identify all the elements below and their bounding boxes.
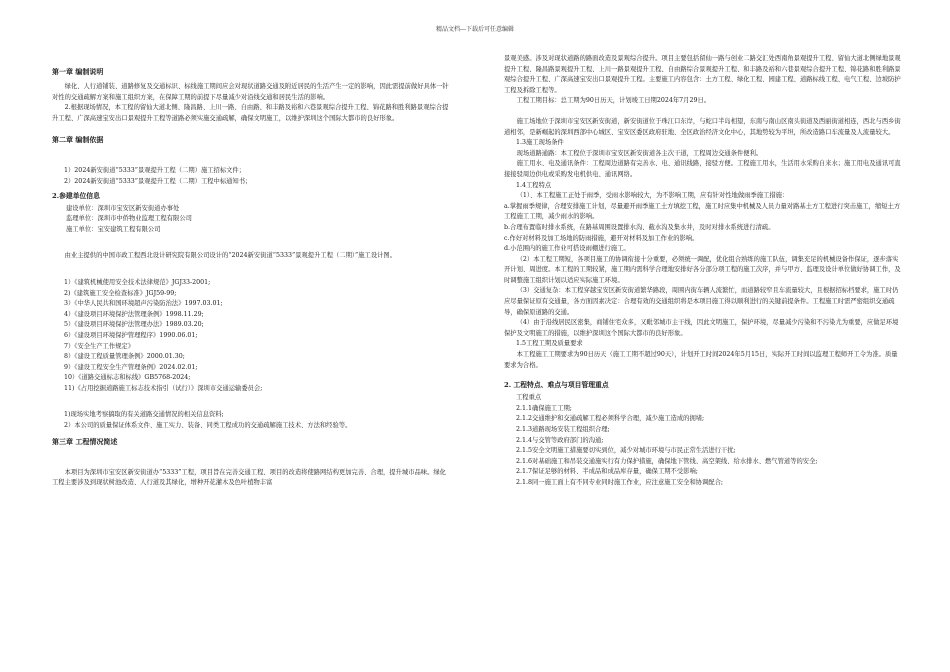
law-item: 4）《建设项目环境保护法管理条例》1998.11.29; bbox=[64, 310, 204, 318]
law-item: 11)《占用挖掘道路施工标志技术指引（试行）》深圳市交通运输委员会; bbox=[64, 384, 263, 392]
paragraph: 本工程施工工期要求为90日历天（施工工期不超过90天），计划开工时间2024年5月15日，实际开工时间以监理工程师开工令为准。质量要求为合格。 bbox=[504, 351, 898, 369]
paragraph: d.小范围内的施工作业可搭设雨棚进行施工。 bbox=[504, 245, 630, 253]
law-item: 10）《道路交通标志和标线》GB5768-2024; bbox=[64, 374, 191, 382]
law-item: 7）《安全生产工作规定》 bbox=[64, 342, 135, 350]
unit-item: 施工单位：宝安建筑工程有限公司 bbox=[66, 225, 161, 233]
paragraph: （2）本工程工期短，各项目施工的协调衔接十分重要，必须统一调配，优化组合熟练的施工队伍，调集充足的机械设备作保证，逐步落实开计划、周进度。本工程的工期较紧，施工期内需科学合理地安排好各分部分项工程的施工次序，并与甲方、监理及设计单位做好协调工作，及时调整施工组织计划以适应实际施工环境。 bbox=[504, 255, 901, 284]
key-item: 2.1.4与交管等政府部门的沟通; bbox=[516, 436, 604, 444]
basis-item: 1）2024新安街道“5333”景观提升工程（二期）施工招标文件； bbox=[64, 167, 246, 175]
paragraph: 施工用水、电及通讯条件：工程周边道路有完善水、电、通讯线路，接驳方便。工程施工用水，生活用水采购自来水；施工用电及通讯可直接接驳周边供电或采购发电机供电、通讯网络。 bbox=[504, 160, 901, 178]
chapter-3-title: 第三章 工程情况简述 bbox=[52, 436, 118, 446]
law-item: 3）《中华人民共和国环境超声污染防治法》1997.03.01; bbox=[64, 300, 223, 308]
paragraph: 现场道路通路：本工程位于深圳市宝安区新安街道各主次干道，工程周边交通条件便利。 bbox=[516, 149, 763, 157]
location-paragraph: 施工场地位于深圳市宝安区新安街道，新安街道位于珠江口东岸，与蛇口半岛相望，东南与南山区南头街道及西丽街道相连，西北与西乡街道相邻，是新崛起的深圳西部中心城区、宝安区委区政府驻地、全区政治经济文化中心，其地势较为平坦，所改造路口车流量及人流量较大。 bbox=[504, 117, 901, 136]
extra-item: 1)现场实地考察搞取的有关道路交通情况的相关信息资料; bbox=[64, 411, 224, 419]
unit-item: 建设单位：深圳市宝安区新安街道办事处 bbox=[66, 204, 180, 212]
paragraph: a.掌握雨季规律，合理安排施工计划，尽量避开雨季施工土方填挖工程，施工时应集中机械及人员力量对路基土方工程进行突击施工，缩短土方工程施工工期，减少雨水的影响。 bbox=[504, 202, 901, 221]
paragraph: 2.根据现场情况，本工程的留仙大道北侧、隆昌路、上川一路、自由路、和丰路及裕和六巷景观综合提升工程、锦花路和胜利路景观综合提升工程、广深高速宝安出口景观提升工程等道路必须实施交通疏解，确保文明施工，以维护深圳这个国际大都市的良好形象。 bbox=[52, 104, 449, 122]
law-item: 9）《建设工程安全生产管理条例》2024.02.01; bbox=[64, 363, 198, 371]
paragraph: （4）由于沿线居民区密集，商铺住宅众多，又毗邻城市主干线，因此文明施工，保护环境，尽量减少污染和不污染尤为重要，应做足环境保护及文明施工的措施，以维护深圳这个国际大都市的良好形象。 bbox=[504, 319, 899, 337]
unit-item: 监理单位：深圳市中侨物业监理工程有限公司 bbox=[66, 215, 192, 223]
design-paragraph: 由业主提供的中国市政工程西北设计研究院有限公司设计的“2024新安街道“5333”景观提升工程（二期）”施工设计图。 bbox=[64, 252, 397, 260]
section-title: 1.3施工现场条件 bbox=[516, 139, 564, 147]
paragraph: （1）、本工程施工正处于雨季，受雨水影响较大，为不影响工期，应有针对性地做雨季施工措施： bbox=[516, 192, 789, 200]
key-item: 2.1.6对基础施工和吊装交通施实行有力保护措施，确保地下管线、高空架线、给水排水、燃气管道等的安全; bbox=[516, 457, 818, 465]
key-item: 2.1.8同一施工面上有不同专业同时施工作业，应注意施工安全和协调配合; bbox=[516, 478, 724, 486]
paragraph: 绿化、人行道铺装、道路修复及交通标识、标线施工期间应会对现状道路交通及附近居民的生活产生一定的影响，因此需提前做好具体一针对性的交通疏解方案和施工组织方案，在保障工期的前提下尽量减少对沿线交通和居民生活的影响。 bbox=[52, 83, 449, 101]
target-paragraph: 工程工期目标：总工期为90日历天，计划竣工日期2024年7月29日。 bbox=[516, 97, 711, 105]
paragraph: c.作好对材料及加工场地的防雨措施，避开对材料及加工作业的影响。 bbox=[504, 234, 699, 242]
units-title: 2.参建单位信息 bbox=[52, 191, 100, 200]
key-item: 2.1.2交通维护和交通疏解工程必须科学合理，减少施工造成的拥堵; bbox=[516, 415, 705, 423]
right-column bbox=[504, 54, 902, 489]
left-column bbox=[52, 62, 450, 489]
paragraph: （3）交通复杂：本工程穿越宝安区新安街道繁华路段，周围内街车辆人流繁忙，而道路较窄且车流量较大，且根据招标档要求，施工时仍应尽量保证原有交通量，各方面因素决定：合理有效的交通组织将是本项目施工得以顺利进行的关键前提条件。工程施工时需严密组织交通疏导，确保原道路的交通。 bbox=[504, 287, 899, 316]
key-item: 2.1.3道路现场安装工程组织合理; bbox=[516, 426, 610, 433]
basis-item: 2）2024新安街道“5333”景观提升工程（二期）工程中标通知书； bbox=[64, 177, 252, 185]
chapter-title: 2. 工程特点、难点与项目管理重点 bbox=[504, 381, 609, 390]
section-title: 1.5工程工期及质量要求 bbox=[516, 340, 583, 348]
page-header: 精品文档---下载后可任意编辑 bbox=[435, 26, 515, 33]
key-item: 2.1.1确保施工工期; bbox=[516, 404, 572, 412]
extra-item: 2）本公司的质量保证体系文件、施工实力、装备、同类工程成功的交通疏解施工技术、方法和经验等。 bbox=[64, 422, 352, 430]
chapter-2-title: 第二章 编制依据 bbox=[52, 135, 104, 145]
law-item: 5）《建设项目环境保护法管理办法》1989.03.20; bbox=[64, 321, 204, 329]
law-item: 6）《建设项目环境保护管理程序》1990.06.01; bbox=[64, 331, 198, 339]
paragraph: 景观美感。涉及对现状道路的路面改造及景观综合提升。项目主要包括留仙一路与创业二路交汇处西南角景观提升工程、留仙大道北侧绿地景观提升工程、隆昌路景观提升工程、上川一路景观提升工程、自由路综合景观提升工程、和丰路及裕和六巷景观综合提升工程、锦花路和胜利路景观综合提升工程、广深高速宝安出口景观提升工程。主要施工内容包含：土方工程、绿化工程、园建工程、道路标线工程、电气工程、边坡防护工程及拆除工程等。 bbox=[504, 55, 901, 94]
section-title: 工程重点 bbox=[516, 394, 542, 402]
key-item: 2.1.7保证足够的材料、半成品和成品库存量，确保工期不受影响; bbox=[516, 468, 698, 476]
section-title: 1.4工程特点 bbox=[516, 181, 552, 189]
law-item: 2)《建筑施工安全检查标准》JGJ59-99; bbox=[64, 289, 177, 297]
chapter-1-title: 第一章 编制说明 bbox=[52, 67, 104, 76]
law-item: 8）《建设工程质量管理条例》2000.01.30; bbox=[64, 353, 185, 361]
paragraph: 本项目为深圳市宝安区新安街道办“5333”工程，项目旨在完善交通工程、项目的改造将使路网结构更加完善、合理，提升城市品味。绿化工程主要涉及到现状树池改造、人行道及其绿化，增种开花灌木及色叶植物丰富 bbox=[52, 468, 446, 487]
law-item: 1）《建筑机械使用安全技术法律规范》JGJ33-2001; bbox=[64, 278, 211, 286]
paragraph: b.合理布置临时排水系统，在路基周围设置排水沟、截水沟及集水井，及时对排水系统进行清疏。 bbox=[504, 223, 775, 231]
key-item: 2.1.5安全文明施工措施要切实到位，减少对城市环境与市民正常生活进行干扰; bbox=[516, 447, 736, 455]
